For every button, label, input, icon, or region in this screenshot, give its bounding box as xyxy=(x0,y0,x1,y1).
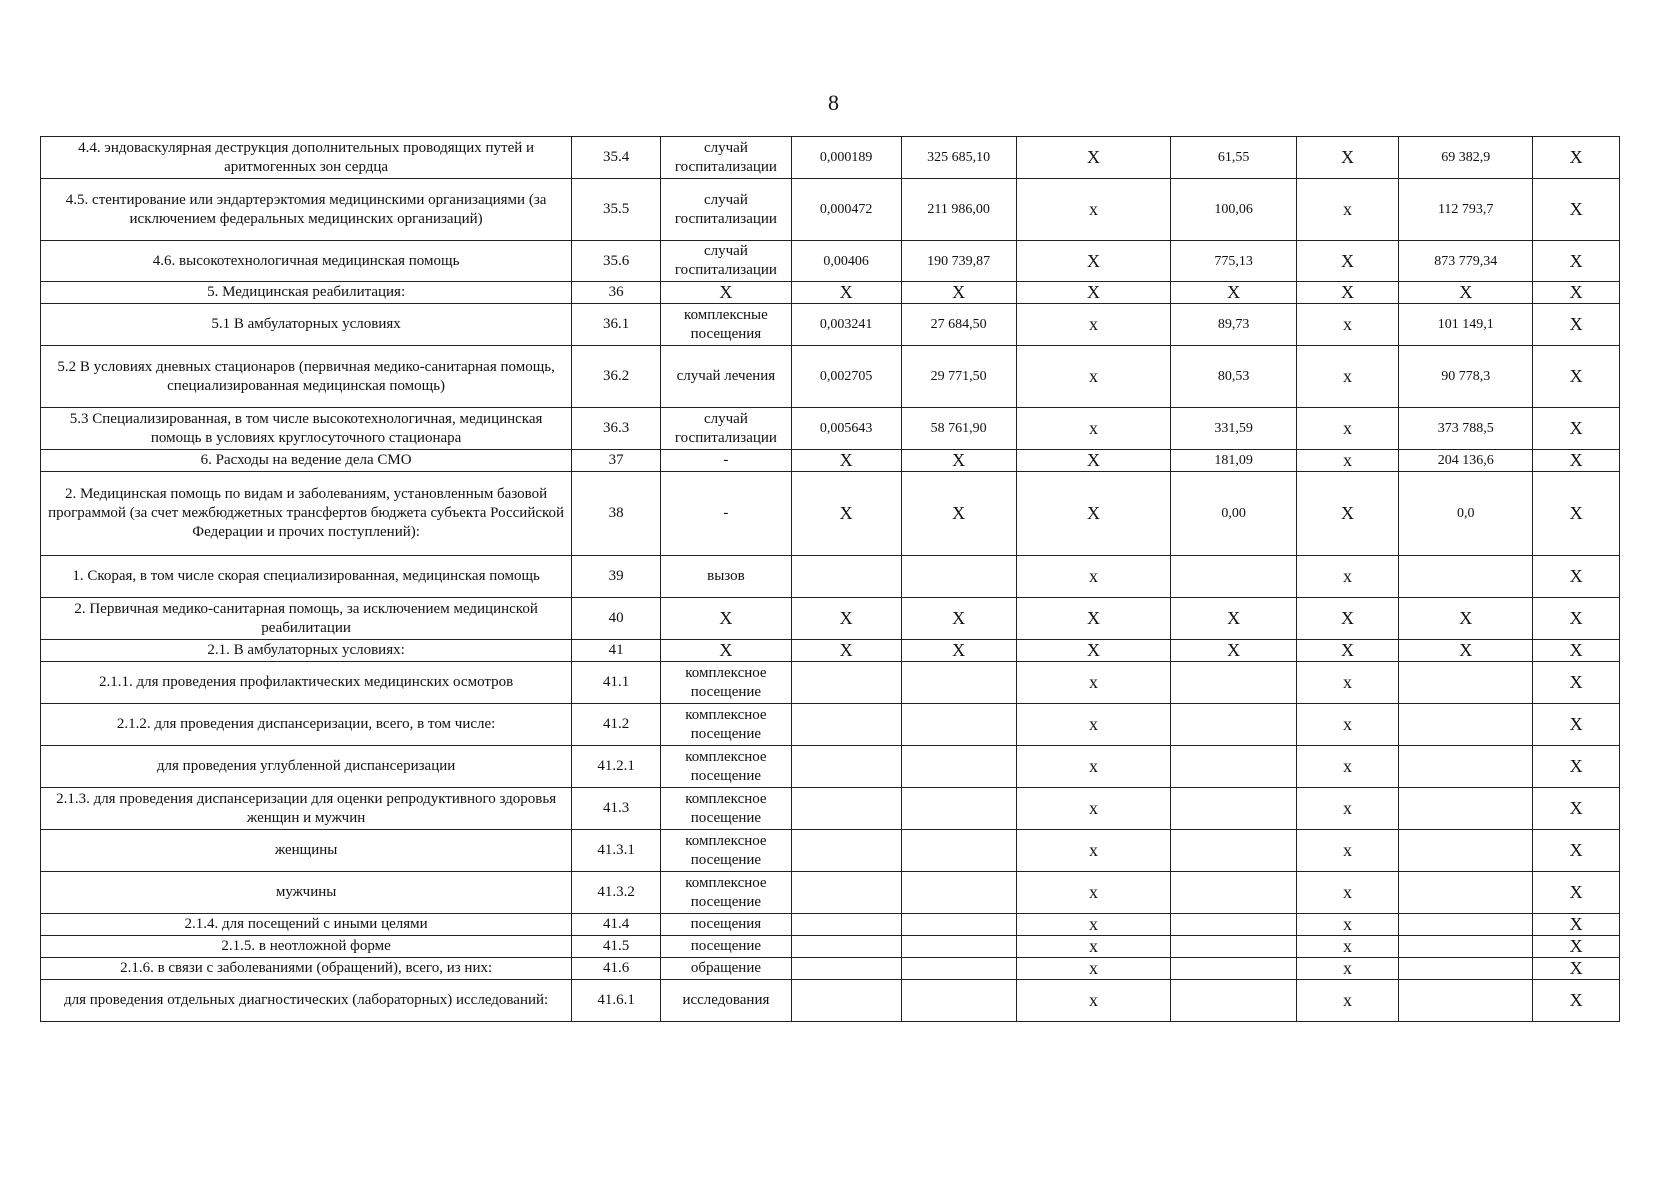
table-row xyxy=(41,241,1620,282)
cell-budget-total: х xyxy=(1296,556,1398,598)
row-code: 36.2 xyxy=(572,346,661,408)
row-code: 41.3 xyxy=(572,788,661,830)
cell-oms-total xyxy=(1399,556,1533,598)
cell-oms-total: 204 136,6 xyxy=(1399,450,1533,472)
cell-share: Х xyxy=(1533,408,1620,450)
cell-share: Х xyxy=(1533,746,1620,788)
cell-oms-per-capita: 80,53 xyxy=(1171,346,1296,408)
cell-oms-per-capita: 61,55 xyxy=(1171,137,1296,179)
cell-norm-volume xyxy=(791,556,901,598)
cell-oms-total xyxy=(1399,746,1533,788)
row-name: 2. Медицинская помощь по видам и заболеваниям, установленным базовой программой (за счет межбюджетных трансфертов бюджета субъекта Российской Федерации и прочих поступлений): xyxy=(41,472,572,556)
row-name: 4.4. эндоваскулярная деструкция дополнительных проводящих путей и аритмогенных зон сердца xyxy=(41,137,572,179)
cell-share: Х xyxy=(1533,450,1620,472)
row-name: 2.1.4. для посещений с иными целями xyxy=(41,914,572,936)
cell-budget-per-capita: Х xyxy=(1016,137,1171,179)
cell-oms-total: 873 779,34 xyxy=(1399,241,1533,282)
cell-oms-per-capita: Х xyxy=(1171,282,1296,304)
row-name: 4.6. высокотехнологичная медицинская помощь xyxy=(41,241,572,282)
cell-norm-volume: 0,00406 xyxy=(791,241,901,282)
cell-budget-total: Х xyxy=(1296,137,1398,179)
cell-share: Х xyxy=(1533,662,1620,704)
cell-budget-per-capita: х xyxy=(1016,872,1171,914)
financing-table xyxy=(40,136,1620,1022)
cell-oms-total: Х xyxy=(1399,598,1533,640)
cell-budget-total: х xyxy=(1296,958,1398,980)
cell-norm-cost xyxy=(901,936,1016,958)
cell-norm-cost xyxy=(901,980,1016,1022)
cell-budget-per-capita: х xyxy=(1016,304,1171,346)
cell-oms-per-capita xyxy=(1171,704,1296,746)
cell-norm-volume xyxy=(791,704,901,746)
row-name: для проведения отдельных диагностических (лабораторных) исследований: xyxy=(41,980,572,1022)
row-code: 35.6 xyxy=(572,241,661,282)
cell-oms-per-capita xyxy=(1171,958,1296,980)
cell-oms-per-capita: 0,00 xyxy=(1171,472,1296,556)
cell-budget-total: х xyxy=(1296,179,1398,241)
cell-oms-per-capita: 100,06 xyxy=(1171,179,1296,241)
row-name: 5.3 Специализированная, в том числе высокотехнологичная, медицинская помощь в условиях круглосуточного стационара xyxy=(41,408,572,450)
cell-budget-per-capita: х xyxy=(1016,556,1171,598)
table-row xyxy=(41,640,1620,662)
cell-share: Х xyxy=(1533,914,1620,936)
cell-oms-per-capita: 775,13 xyxy=(1171,241,1296,282)
row-name: 1. Скорая, в том числе скорая специализированная, медицинская помощь xyxy=(41,556,572,598)
table-row xyxy=(41,179,1620,241)
cell-oms-total: Х xyxy=(1399,640,1533,662)
cell-budget-per-capita: Х xyxy=(1016,472,1171,556)
row-code: 41 xyxy=(572,640,661,662)
cell-norm-cost xyxy=(901,556,1016,598)
row-name: 2.1.1. для проведения профилактических медицинских осмотров xyxy=(41,662,572,704)
cell-budget-per-capita: Х xyxy=(1016,640,1171,662)
cell-share: Х xyxy=(1533,788,1620,830)
cell-norm-volume xyxy=(791,936,901,958)
row-code: 41.3.1 xyxy=(572,830,661,872)
cell-budget-per-capita: х xyxy=(1016,346,1171,408)
cell-oms-per-capita: 181,09 xyxy=(1171,450,1296,472)
table-row xyxy=(41,662,1620,704)
row-unit: случай госпитализации xyxy=(661,408,792,450)
cell-budget-per-capita: х xyxy=(1016,788,1171,830)
cell-norm-volume: 0,005643 xyxy=(791,408,901,450)
row-unit: комплексное посещение xyxy=(661,704,792,746)
table-row xyxy=(41,556,1620,598)
cell-norm-volume: Х xyxy=(791,640,901,662)
row-code: 41.3.2 xyxy=(572,872,661,914)
cell-oms-per-capita xyxy=(1171,556,1296,598)
cell-budget-total: Х xyxy=(1296,640,1398,662)
cell-oms-per-capita: Х xyxy=(1171,598,1296,640)
cell-budget-per-capita: Х xyxy=(1016,282,1171,304)
row-name: 2.1. В амбулаторных условиях: xyxy=(41,640,572,662)
cell-oms-per-capita: 331,59 xyxy=(1171,408,1296,450)
row-code: 40 xyxy=(572,598,661,640)
cell-norm-cost: Х xyxy=(901,282,1016,304)
row-unit: Х xyxy=(661,640,792,662)
cell-budget-total: х xyxy=(1296,830,1398,872)
row-code: 41.6.1 xyxy=(572,980,661,1022)
cell-oms-per-capita: Х xyxy=(1171,640,1296,662)
cell-budget-total: х xyxy=(1296,704,1398,746)
row-name: 2.1.5. в неотложной форме xyxy=(41,936,572,958)
cell-budget-total: х xyxy=(1296,980,1398,1022)
table-row xyxy=(41,914,1620,936)
cell-budget-total: х xyxy=(1296,872,1398,914)
cell-share: Х xyxy=(1533,872,1620,914)
cell-oms-per-capita xyxy=(1171,746,1296,788)
table-row xyxy=(41,936,1620,958)
row-name: для проведения углубленной диспансеризации xyxy=(41,746,572,788)
row-unit: случай госпитализации xyxy=(661,179,792,241)
cell-budget-per-capita: Х xyxy=(1016,241,1171,282)
cell-norm-volume: Х xyxy=(791,282,901,304)
row-code: 41.2.1 xyxy=(572,746,661,788)
cell-budget-per-capita: х xyxy=(1016,704,1171,746)
cell-share: Х xyxy=(1533,958,1620,980)
cell-budget-total: х xyxy=(1296,408,1398,450)
cell-norm-cost: 58 761,90 xyxy=(901,408,1016,450)
cell-oms-per-capita xyxy=(1171,980,1296,1022)
cell-norm-cost xyxy=(901,914,1016,936)
cell-norm-volume xyxy=(791,830,901,872)
cell-budget-per-capita: Х xyxy=(1016,450,1171,472)
row-unit: посещение xyxy=(661,936,792,958)
row-unit: обращение xyxy=(661,958,792,980)
cell-norm-cost xyxy=(901,746,1016,788)
cell-oms-per-capita xyxy=(1171,788,1296,830)
cell-oms-total: 112 793,7 xyxy=(1399,179,1533,241)
cell-norm-cost: 27 684,50 xyxy=(901,304,1016,346)
cell-budget-total: Х xyxy=(1296,282,1398,304)
row-unit: комплексное посещение xyxy=(661,746,792,788)
cell-share: Х xyxy=(1533,556,1620,598)
row-name: 5.2 В условиях дневных стационаров (первичная медико-санитарная помощь, специализированная медицинская помощь) xyxy=(41,346,572,408)
table-row xyxy=(41,788,1620,830)
cell-budget-total: х xyxy=(1296,914,1398,936)
row-code: 35.4 xyxy=(572,137,661,179)
cell-norm-volume xyxy=(791,662,901,704)
table-body xyxy=(41,137,1620,1022)
cell-norm-volume: 0,000189 xyxy=(791,137,901,179)
row-unit: - xyxy=(661,472,792,556)
cell-oms-total: 90 778,3 xyxy=(1399,346,1533,408)
row-code: 41.6 xyxy=(572,958,661,980)
row-code: 36 xyxy=(572,282,661,304)
cell-norm-volume: Х xyxy=(791,472,901,556)
cell-share: Х xyxy=(1533,179,1620,241)
cell-norm-cost xyxy=(901,872,1016,914)
cell-budget-total: Х xyxy=(1296,241,1398,282)
row-unit: комплексные посещения xyxy=(661,304,792,346)
cell-norm-volume: 0,000472 xyxy=(791,179,901,241)
table-row xyxy=(41,282,1620,304)
cell-share: Х xyxy=(1533,472,1620,556)
cell-share: Х xyxy=(1533,936,1620,958)
row-name: 2. Первичная медико-санитарная помощь, за исключением медицинской реабилитации xyxy=(41,598,572,640)
cell-share: Х xyxy=(1533,640,1620,662)
cell-budget-per-capita: х xyxy=(1016,830,1171,872)
cell-budget-total: х xyxy=(1296,304,1398,346)
row-unit: - xyxy=(661,450,792,472)
cell-oms-total xyxy=(1399,788,1533,830)
cell-oms-per-capita xyxy=(1171,662,1296,704)
cell-budget-total: Х xyxy=(1296,598,1398,640)
cell-share: Х xyxy=(1533,137,1620,179)
cell-oms-total: 373 788,5 xyxy=(1399,408,1533,450)
cell-budget-total: х xyxy=(1296,936,1398,958)
cell-budget-per-capita: х xyxy=(1016,179,1171,241)
cell-oms-total xyxy=(1399,914,1533,936)
cell-oms-per-capita xyxy=(1171,872,1296,914)
row-name: 2.1.2. для проведения диспансеризации, всего, в том числе: xyxy=(41,704,572,746)
table-row xyxy=(41,704,1620,746)
cell-share: Х xyxy=(1533,282,1620,304)
table-row xyxy=(41,872,1620,914)
cell-budget-total: х xyxy=(1296,450,1398,472)
cell-budget-per-capita: х xyxy=(1016,662,1171,704)
cell-budget-per-capita: х xyxy=(1016,980,1171,1022)
table-row xyxy=(41,980,1620,1022)
cell-norm-volume: 0,003241 xyxy=(791,304,901,346)
cell-budget-total: х xyxy=(1296,346,1398,408)
cell-oms-per-capita: 89,73 xyxy=(1171,304,1296,346)
table-row xyxy=(41,304,1620,346)
page-number: 8 xyxy=(828,90,839,115)
row-unit: комплексное посещение xyxy=(661,788,792,830)
table-row xyxy=(41,408,1620,450)
cell-oms-total xyxy=(1399,872,1533,914)
row-name: 6. Расходы на ведение дела СМО xyxy=(41,450,572,472)
cell-norm-cost xyxy=(901,704,1016,746)
table-row xyxy=(41,346,1620,408)
cell-oms-total: 69 382,9 xyxy=(1399,137,1533,179)
cell-norm-cost: 29 771,50 xyxy=(901,346,1016,408)
cell-budget-per-capita: Х xyxy=(1016,598,1171,640)
cell-oms-per-capita xyxy=(1171,830,1296,872)
table-row xyxy=(41,137,1620,179)
cell-oms-total xyxy=(1399,936,1533,958)
row-code: 37 xyxy=(572,450,661,472)
cell-norm-volume xyxy=(791,746,901,788)
cell-norm-volume xyxy=(791,914,901,936)
row-code: 41.1 xyxy=(572,662,661,704)
cell-norm-cost: 190 739,87 xyxy=(901,241,1016,282)
cell-norm-cost xyxy=(901,662,1016,704)
cell-budget-total: Х xyxy=(1296,472,1398,556)
cell-oms-total xyxy=(1399,980,1533,1022)
row-code: 36.3 xyxy=(572,408,661,450)
cell-norm-cost: Х xyxy=(901,640,1016,662)
cell-budget-total: х xyxy=(1296,788,1398,830)
cell-budget-per-capita: х xyxy=(1016,746,1171,788)
row-unit: посещения xyxy=(661,914,792,936)
cell-oms-total xyxy=(1399,704,1533,746)
row-unit: комплексное посещение xyxy=(661,830,792,872)
cell-share: Х xyxy=(1533,980,1620,1022)
table-row xyxy=(41,746,1620,788)
cell-budget-per-capita: х xyxy=(1016,914,1171,936)
row-unit: вызов xyxy=(661,556,792,598)
cell-norm-cost: Х xyxy=(901,450,1016,472)
table-row xyxy=(41,830,1620,872)
cell-share: Х xyxy=(1533,304,1620,346)
cell-norm-cost: 211 986,00 xyxy=(901,179,1016,241)
cell-share: Х xyxy=(1533,598,1620,640)
row-code: 39 xyxy=(572,556,661,598)
table-row xyxy=(41,450,1620,472)
cell-budget-total: х xyxy=(1296,662,1398,704)
cell-oms-total: Х xyxy=(1399,282,1533,304)
cell-oms-per-capita xyxy=(1171,936,1296,958)
row-unit: случай госпитализации xyxy=(661,137,792,179)
row-code: 38 xyxy=(572,472,661,556)
cell-share: Х xyxy=(1533,704,1620,746)
row-code: 36.1 xyxy=(572,304,661,346)
row-code: 41.2 xyxy=(572,704,661,746)
cell-budget-per-capita: х xyxy=(1016,408,1171,450)
cell-norm-volume: Х xyxy=(791,450,901,472)
table-row xyxy=(41,598,1620,640)
row-name: женщины xyxy=(41,830,572,872)
cell-norm-volume: 0,002705 xyxy=(791,346,901,408)
cell-norm-volume xyxy=(791,958,901,980)
table-row xyxy=(41,958,1620,980)
cell-norm-volume xyxy=(791,980,901,1022)
table-row xyxy=(41,472,1620,556)
row-code: 35.5 xyxy=(572,179,661,241)
cell-oms-total: 0,0 xyxy=(1399,472,1533,556)
cell-budget-per-capita: х xyxy=(1016,936,1171,958)
row-name: 5.1 В амбулаторных условиях xyxy=(41,304,572,346)
cell-norm-cost: Х xyxy=(901,598,1016,640)
cell-share: Х xyxy=(1533,346,1620,408)
cell-oms-total xyxy=(1399,958,1533,980)
cell-share: Х xyxy=(1533,830,1620,872)
cell-oms-total xyxy=(1399,662,1533,704)
cell-budget-per-capita: х xyxy=(1016,958,1171,980)
row-unit: Х xyxy=(661,282,792,304)
row-unit: исследования xyxy=(661,980,792,1022)
cell-share: Х xyxy=(1533,241,1620,282)
cell-norm-volume xyxy=(791,872,901,914)
cell-oms-per-capita xyxy=(1171,914,1296,936)
row-name: 2.1.6. в связи с заболеваниями (обращений), всего, из них: xyxy=(41,958,572,980)
cell-norm-cost xyxy=(901,830,1016,872)
row-code: 41.4 xyxy=(572,914,661,936)
cell-norm-volume xyxy=(791,788,901,830)
cell-budget-total: х xyxy=(1296,746,1398,788)
row-unit: комплексное посещение xyxy=(661,662,792,704)
row-unit: случай лечения xyxy=(661,346,792,408)
cell-norm-cost xyxy=(901,958,1016,980)
row-unit: Х xyxy=(661,598,792,640)
cell-norm-cost: Х xyxy=(901,472,1016,556)
cell-norm-cost: 325 685,10 xyxy=(901,137,1016,179)
row-unit: случай госпитализации xyxy=(661,241,792,282)
row-name: 4.5. стентирование или эндартерэктомия медицинскими организациями (за исключением федеральных медицинских организаций) xyxy=(41,179,572,241)
row-unit: комплексное посещение xyxy=(661,872,792,914)
cell-oms-total: 101 149,1 xyxy=(1399,304,1533,346)
row-code: 41.5 xyxy=(572,936,661,958)
row-name: мужчины xyxy=(41,872,572,914)
cell-oms-total xyxy=(1399,830,1533,872)
row-name: 5. Медицинская реабилитация: xyxy=(41,282,572,304)
cell-norm-volume: Х xyxy=(791,598,901,640)
row-name: 2.1.3. для проведения диспансеризации для оценки репродуктивного здоровья женщин и мужчин xyxy=(41,788,572,830)
cell-norm-cost xyxy=(901,788,1016,830)
